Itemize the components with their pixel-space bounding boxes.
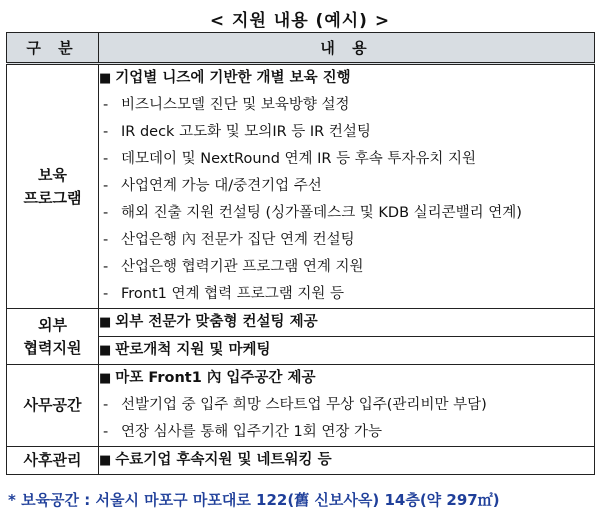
category-cell bbox=[7, 309, 99, 365]
dash-icon: - bbox=[103, 205, 109, 221]
square-bullet-icon: ■ bbox=[99, 71, 112, 86]
table-row bbox=[7, 64, 595, 309]
list-item bbox=[99, 200, 594, 227]
bullet-heading bbox=[99, 337, 594, 364]
dash-icon: - bbox=[103, 232, 109, 248]
list-item bbox=[99, 419, 594, 446]
table-row bbox=[7, 309, 595, 337]
dash-icon: - bbox=[103, 124, 109, 140]
list-item-text: 산업은행 內 전문가 집단 연계 컨설팅 bbox=[121, 232, 355, 248]
square-bullet-icon: ■ bbox=[99, 371, 112, 386]
table-header-row bbox=[7, 33, 595, 64]
dash-icon: - bbox=[103, 259, 109, 275]
list-item bbox=[99, 173, 594, 200]
category-label: 프로그램 bbox=[23, 188, 82, 207]
content-cell bbox=[99, 309, 595, 337]
dash-icon: - bbox=[103, 424, 109, 440]
page-title: < 지원 내용 (예시) > bbox=[209, 11, 391, 31]
bullet-heading bbox=[99, 447, 594, 474]
category-label: 외부 bbox=[38, 315, 67, 334]
list-item-text: 해외 진출 지원 컨설팅 (싱가폴데스크 및 KDB 실리콘밸리 연계) bbox=[121, 205, 522, 221]
list-item bbox=[99, 119, 594, 146]
list-item-text: 비즈니스모델 진단 및 보육방향 설정 bbox=[121, 97, 350, 113]
content-cell bbox=[99, 64, 595, 309]
square-bullet-icon: ■ bbox=[99, 453, 112, 468]
category-label: 보육 bbox=[38, 165, 67, 184]
dash-icon: - bbox=[103, 178, 109, 194]
list-item bbox=[99, 92, 594, 119]
dash-icon: - bbox=[103, 97, 109, 113]
category-label: 사무공간 bbox=[23, 396, 82, 414]
list-item bbox=[99, 254, 594, 281]
content-cell bbox=[99, 365, 595, 447]
list-item bbox=[99, 392, 594, 419]
square-bullet-icon: ■ bbox=[99, 315, 112, 330]
table-row bbox=[7, 447, 595, 475]
content-cell bbox=[99, 337, 595, 365]
list-item-text: Front1 연계 협력 프로그램 지원 등 bbox=[121, 286, 345, 302]
list-item bbox=[99, 281, 594, 308]
category-cell bbox=[7, 365, 99, 447]
dash-icon: - bbox=[103, 397, 109, 413]
bullet-heading bbox=[99, 365, 594, 392]
category-cell bbox=[7, 447, 99, 475]
bullet-heading bbox=[99, 65, 594, 92]
category-label: 사후관리 bbox=[23, 451, 82, 469]
bullet-heading-text: 외부 전문가 맞춤형 컨설팅 제공 bbox=[115, 314, 318, 330]
category-cell bbox=[7, 64, 99, 309]
dash-icon: - bbox=[103, 286, 109, 302]
list-item-text: IR deck 고도화 및 모의IR 등 IR 컨설팅 bbox=[121, 124, 371, 140]
table-row bbox=[7, 365, 595, 447]
square-bullet-icon: ■ bbox=[99, 343, 112, 358]
bullet-heading-text: 판로개척 지원 및 마케팅 bbox=[115, 342, 271, 358]
bullet-heading-text: 마포 Front1 內 입주공간 제공 bbox=[115, 370, 316, 386]
list-item-text: 데모데이 및 NextRound 연계 IR 등 후속 투자유치 지원 bbox=[121, 151, 476, 167]
list-item bbox=[99, 146, 594, 173]
bullet-heading-text: 수료기업 후속지원 및 네트워킹 등 bbox=[115, 452, 332, 468]
bullet-heading bbox=[99, 309, 594, 336]
list-item-text: 사업연계 가능 대/중견기업 주선 bbox=[121, 178, 322, 194]
list-item-text: 연장 심사를 통해 입주기간 1회 연장 가능 bbox=[121, 424, 382, 440]
dash-icon: - bbox=[103, 151, 109, 167]
header-content: 내 용 bbox=[99, 33, 595, 64]
list-item bbox=[99, 227, 594, 254]
support-content-table bbox=[6, 32, 595, 475]
header-category: 구 분 bbox=[7, 33, 99, 64]
footnote: * 보육공간 : 서울시 마포구 마포대로 122(舊 신보사옥) 14층(약 297㎡) bbox=[8, 491, 500, 509]
list-item-text: 선발기업 중 입주 희망 스타트업 무상 입주(관리비만 부담) bbox=[121, 397, 487, 413]
list-item-text: 산업은행 협력기관 프로그램 연계 지원 bbox=[121, 259, 364, 275]
category-label: 협력지원 bbox=[23, 338, 82, 357]
bullet-heading-text: 기업별 니즈에 기반한 개별 보육 진행 bbox=[115, 70, 351, 86]
content-cell bbox=[99, 447, 595, 475]
